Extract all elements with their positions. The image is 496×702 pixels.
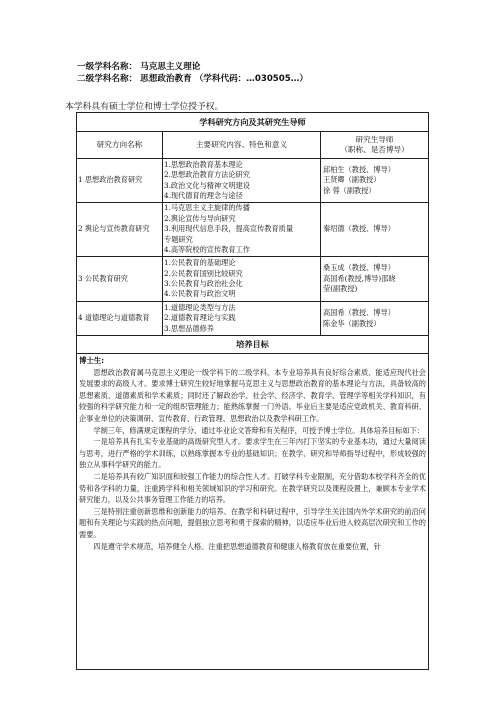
supervisor-item: 邱柏生（教授、博导） [323, 164, 395, 174]
supervisor-item: 陈金华（副教授） [323, 318, 381, 328]
content-item: 1.思想政治教育基本理论 [164, 159, 243, 169]
content-cell [163, 203, 321, 257]
content-item: 专题研究 [164, 234, 193, 244]
supervisor-item: 王贤卿（副教授） [323, 175, 381, 185]
content-item: 2.道德教育理论与实践 [164, 313, 236, 323]
content-item: 4.高等院校的宣传教育工作 [164, 245, 250, 255]
header-supervisor-line1: 研究生导师 [355, 134, 394, 144]
header-content: 主要研究内容、特色和意义 [163, 132, 321, 159]
supervisor-item: 秦绍德（教授、博导） [323, 224, 395, 234]
content-item: 1.道德理论类型与方法 [164, 302, 236, 312]
header-supervisor-line2: （职称、是否博导） [340, 145, 409, 154]
content-item: 3.利用现代信息手段，提高宣传教育质量 [164, 224, 294, 234]
table-row [77, 257, 429, 302]
content-item: 4.公民教育与政治文明 [164, 289, 236, 299]
content-cell [163, 302, 321, 336]
table-row [77, 302, 429, 336]
content-item: 1.公民教育的基础理论 [164, 258, 236, 268]
intro-text: 本学科具有硕士学位和博士学位授予权。 [65, 102, 224, 112]
content-item: 3.公民教育与政治社会化 [164, 279, 243, 288]
header-supervisor [321, 132, 429, 159]
content-item: 3.思想品德修养 [164, 323, 214, 333]
content-item: 4.现代德育的理念与途径 [164, 190, 243, 200]
supervisor-cell [321, 159, 429, 203]
table-row [77, 159, 429, 203]
supervisor-item: 莹(副教授) [323, 284, 358, 294]
content-item: 1.马克思主义主旋律的传播 [164, 203, 250, 213]
direction-cell: 1 思想政治教育研究 [77, 159, 163, 203]
content-cell [163, 257, 321, 302]
supervisor-cell [321, 203, 429, 257]
direction-cell: 2 舆论与宣传教育研究 [77, 203, 163, 257]
section-title-directions: 学科研究方向及其研究生导师 [77, 113, 429, 132]
direction-cell: 3 公民教育研究 [77, 257, 163, 302]
content-item: 2.舆论宣传与导向研究 [164, 213, 236, 223]
supervisor-cell [321, 302, 429, 336]
content-item: 2.公民教育国别比较研究 [164, 268, 243, 278]
first-level-discipline-heading: 一级学科名称： 马克思主义理论 [77, 62, 201, 72]
supervisor-item: 高国希(教授,博导)邵晓 [323, 273, 396, 283]
paragraph: 思想政治教育属马克思主义理论一级学科下的二级学科。本专业培养具有良好综合素质、能适应现代社会发展要求的高级人才。要求博士研究生较好地掌握马克思主义与思想政治教育的基本理论与方法，具备较高的思想素质、道德素质和学术素质；同时还了解政治学、社会学、经济学、教育学、管理学等相关学科知识，有较强的科学研究能力和一定的组织管理能力；能熟练掌握一门外语。毕业后主要是适应党政机关、教育科研、企事业单位的决策调研、宣传教育、行政管理、思想政治以及教学科研工作。 [79, 367, 426, 423]
discipline-table [76, 112, 429, 670]
content-item: 2.思想政治教育方法论研究 [164, 170, 250, 180]
paragraph: 一是培养具有扎实专业基础的高级研究型人才。要求学生在三年内打下坚实的专业基本功，通过大量阅读与思考，进行严格的学术训练，以熟练掌握本专业的基础知识；在教学、研究和导师指导过程中，形成较强的独立从事科学研究的能力。 [79, 437, 426, 470]
paragraph: 学制三年，修满规定课程的学分，通过毕业论文答辩和有关程序，可授予博士学位。具体培养目标如下： [93, 425, 425, 435]
supervisor-item: 桑玉成（教授、博导） [323, 263, 395, 273]
direction-cell: 4 道德理论与道德教育 [77, 302, 163, 336]
section-title-training-goals: 培养目标 [77, 336, 429, 354]
supervisor-item: 徐 蓉（副教授） [323, 185, 376, 195]
content-item: 3.政治文化与精神文明建设 [164, 180, 250, 190]
training-goals-text [77, 354, 429, 670]
paragraph: 三是特别注重创新思维和创新能力的培养。在教学和科研过程中，引导学生关注国内外学术研究的前沿问题和有关理论与实践的热点问题，提倡独立思考和勇于探索的精神，以适应毕业后进入较高层次研究和工作的需要。 [79, 506, 426, 539]
content-cell [163, 159, 321, 203]
header-direction: 研究方向名称 [77, 132, 163, 159]
second-level-discipline-heading: 二级学科名称： 思想政治教育 （学科代码：…030505…） [77, 74, 308, 84]
doctoral-label: 博士生: [79, 356, 105, 365]
supervisor-cell [321, 257, 429, 302]
paragraph: 四是遵守学术规范，培养健全人格。注重把思想道德教育和健康人格教育放在重要位置，针 [93, 541, 381, 551]
supervisor-item: 高国希（教授、博导） [323, 308, 395, 318]
table-row [77, 203, 429, 257]
paragraph: 二是培养具有较广知识面和较强工作能力的综合性人才。打破学科专业限制，充分借助本校学科齐全的优势和各学科的力量，注重跨学科和相关领域知识的学习和研究。在教学研究以及课程设置上，兼顾本专业学术研究能力，以及公共事务管理工作能力的培养。 [79, 471, 426, 505]
